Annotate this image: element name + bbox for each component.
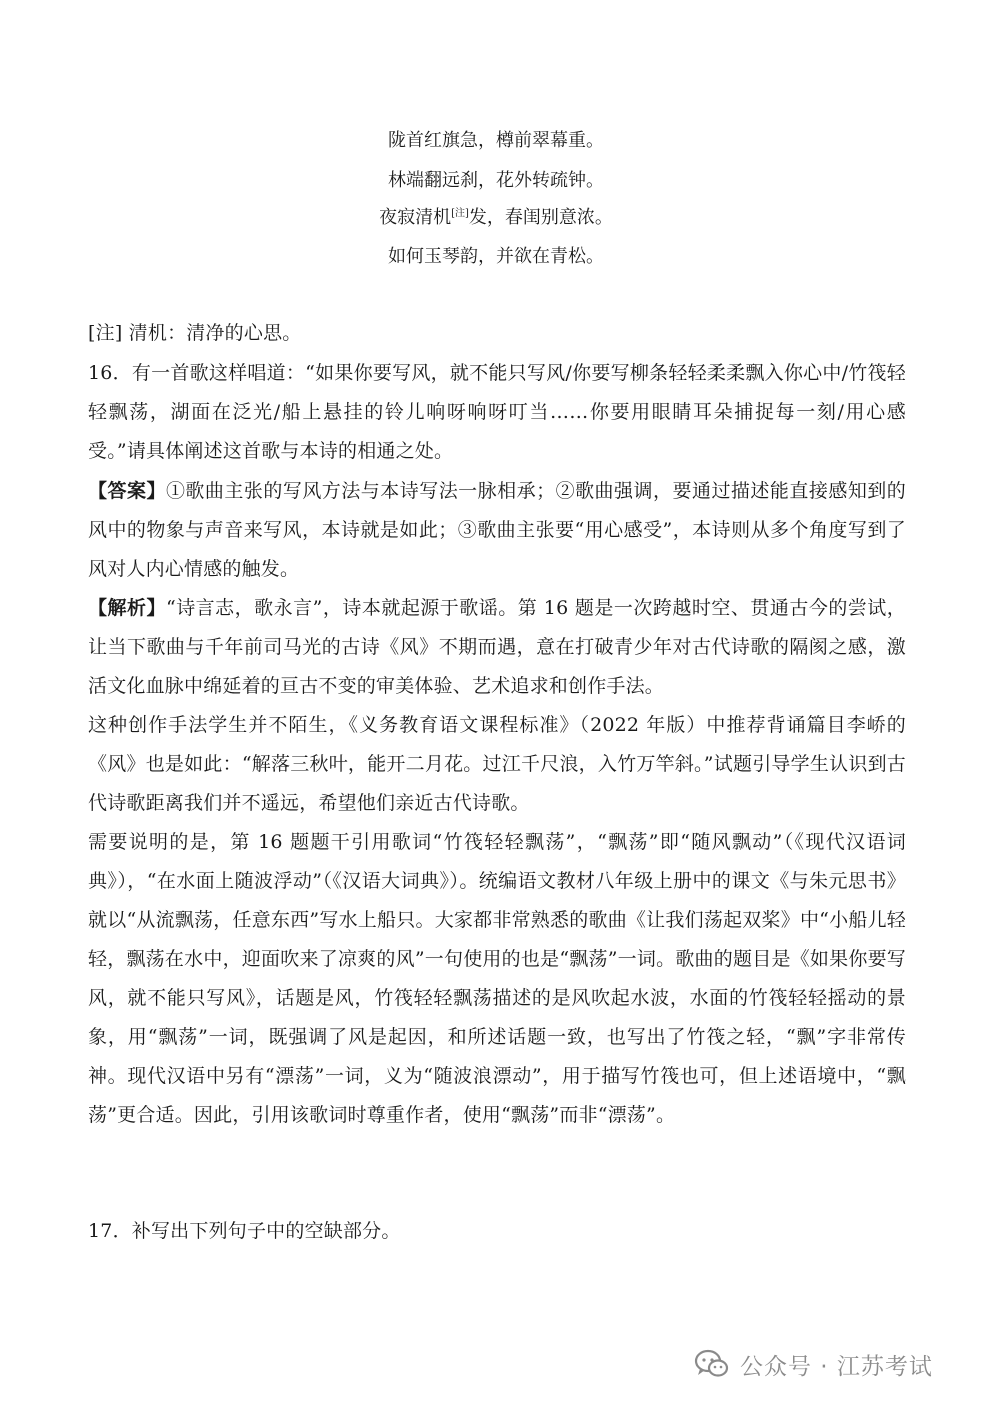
poem-line-3-end: 发，春闺别意浓。: [468, 207, 613, 228]
poem-line-2: 林端翻远刹，花外转疏钟。: [388, 170, 604, 191]
poem-line-4: 如何玉琴韵，并欲在青松。: [388, 246, 604, 267]
question-16: 16．有一首歌这样唱道：“如果你要写风，就不能只写风/你要写柳条轻轻柔柔飘入你心中/竹筏轻轻飘荡，湖面在泛光/船上悬挂的铃儿响呀响呀叮当……你要用眼睛耳朵捕捉每一刻/用心感受。”请具体阐述这首歌与本诗的相通之处。: [88, 362, 906, 462]
poem-line-3: [0, 205, 992, 231]
poem-line-1: 陇首红旗急，樽前翠幕重。: [388, 130, 604, 151]
analysis-paragraph-3: 需要说明的是，第 16 题题干引用歌词“竹筏轻轻飘荡”，“飘荡”即“随风飘动”（《现代汉语词典》），“在水面上随波浮动”（《汉语大词典》）。统编语文教材八年级上册中的课文《与朱元思书》就以“从流飘荡，任意东西”写水上船只。大家都非常熟悉的歌曲《让我们荡起双桨》中“小船儿轻轻，飘荡在水中，迎面吹来了凉爽的风”一句使用的也是“飘荡”一词。歌曲的题目是《如果你要写风，就不能只写风》，话题是风，竹筏轻轻飘荡描述的是风吹起水波，水面的竹筏轻轻摇动的景象，用“飘荡”一词，既强调了风是起因，和所述话题一致，也写出了竹筏之轻，“飘”字非常传神。现代汉语中另有“漂荡”一词，义为“随波浪漂动”，用于描写竹筏也可，但上述语境中，“飘荡”更合适。因此，引用该歌词时尊重作者，使用“飘荡”而非“漂荡”。: [88, 831, 906, 1126]
poem-line-3-start: 夜寂清机: [379, 207, 452, 228]
analysis-text: “诗言志，歌永言”，诗本就起源于歌谣。第 16 题是一次跨越时空、贯通古今的尝试，让当下歌曲与千年前司马光的古诗《风》不期而遇，意在打破青少年对古代诗歌的隔阂之感，激活文化血脉中绵延着的亘古不变的审美体验、艺术追求和创作手法。: [88, 597, 906, 697]
question-17: 17．补写出下列句子中的空缺部分。: [88, 1220, 401, 1242]
analysis-label: 【解析】: [88, 597, 166, 619]
answer-label: 【答案】: [88, 480, 166, 502]
wechat-icon: [694, 1349, 730, 1379]
footnote: [注] 清机：清净的心思。: [88, 322, 302, 344]
analysis-block: [88, 589, 906, 706]
analysis-paragraph-2: 这种创作手法学生并不陌生，《义务教育语文课程标准》（2022 年版）中推荐背诵篇目李峤的《风》也是如此：“解落三秋叶，能开二月花。过江千尺浪，入竹万竿斜。”试题引导学生认识到古代诗歌距离我们并不遥远，希望他们亲近古代诗歌。: [88, 714, 906, 814]
watermark-text: 公众号 · 江苏考试: [740, 1353, 933, 1380]
watermark: [694, 1344, 933, 1384]
poem-footnote-marker: [注]: [451, 208, 469, 219]
answer-block: [88, 472, 906, 589]
answer-text: ①歌曲主张的写风方法与本诗写法一脉相承；②歌曲强调，要通过描述能直接感知到的风中的物象与声音来写风，本诗就是如此；③歌曲主张要“用心感受”，本诗则从多个角度写到了风对人内心情感的触发。: [88, 480, 906, 580]
